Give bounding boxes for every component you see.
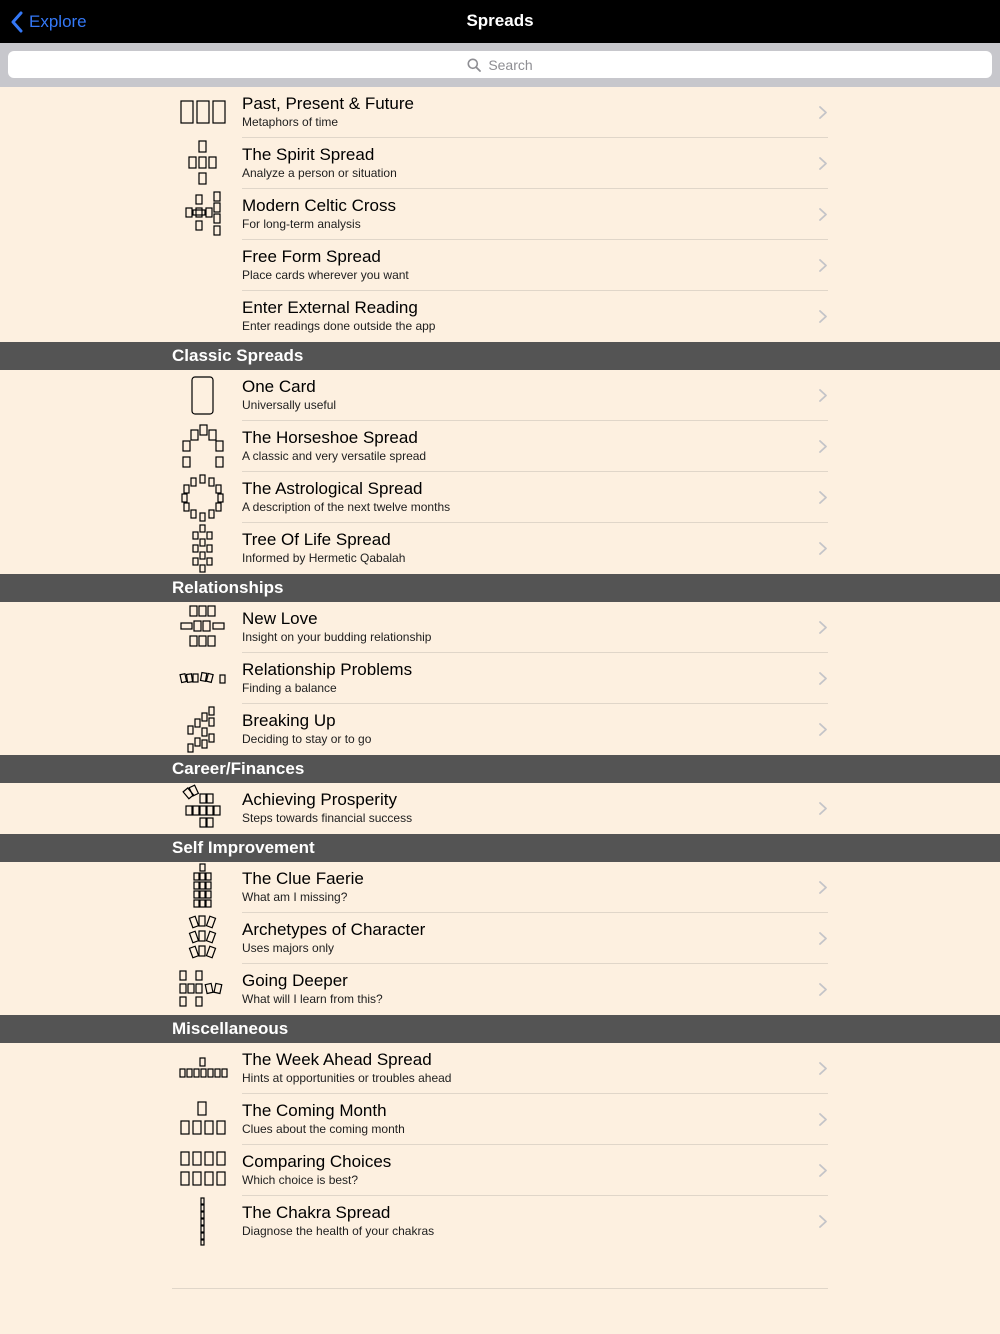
spread-row[interactable] xyxy=(0,189,1000,240)
spread-text xyxy=(242,1101,828,1137)
chevron-right-icon xyxy=(818,1214,828,1229)
spread-row[interactable] xyxy=(0,240,1000,291)
chevron-right-icon xyxy=(818,801,828,816)
spread-subtitle: Diagnose the health of your chakras xyxy=(242,1224,435,1238)
spread-subtitle: What am I missing? xyxy=(242,890,348,904)
spread-row[interactable] xyxy=(0,1196,1000,1247)
spread-text xyxy=(242,196,828,232)
spread-title: Archetypes of Character xyxy=(242,920,426,939)
spread-row[interactable] xyxy=(0,1043,1000,1094)
spread-title: Tree Of Life Spread xyxy=(242,530,391,549)
page-title: Spreads xyxy=(466,11,534,30)
spread-title: The Astrological Spread xyxy=(242,479,423,498)
search-bar xyxy=(0,43,1000,87)
celtic-cross-icon xyxy=(172,189,234,240)
spread-title: Modern Celtic Cross xyxy=(242,196,396,215)
chevron-right-icon xyxy=(818,105,828,120)
spread-row[interactable] xyxy=(0,472,1000,523)
chakra-icon xyxy=(172,1196,234,1247)
spread-title: Achieving Prosperity xyxy=(242,790,397,809)
section-header: Classic Spreads xyxy=(0,342,1000,370)
astrological-icon xyxy=(172,472,234,523)
section-header: Miscellaneous xyxy=(0,1015,1000,1043)
chevron-right-icon xyxy=(818,982,828,997)
three-cards-icon xyxy=(172,87,234,138)
spread-subtitle: Place cards wherever you want xyxy=(242,268,409,282)
chevron-right-icon xyxy=(818,671,828,686)
going-deeper-icon xyxy=(172,964,234,1015)
back-label: Explore xyxy=(29,12,87,31)
spread-row[interactable] xyxy=(0,964,1000,1015)
spread-title: Going Deeper xyxy=(242,971,348,990)
search-placeholder: Search xyxy=(488,56,533,73)
spread-title: One Card xyxy=(242,377,316,396)
spread-text xyxy=(242,428,828,464)
spread-title: Breaking Up xyxy=(242,711,336,730)
cross-spread-icon xyxy=(172,138,234,189)
spread-title: Relationship Problems xyxy=(242,660,413,679)
chevron-right-icon xyxy=(818,931,828,946)
spread-row[interactable] xyxy=(0,1094,1000,1145)
chevron-right-icon xyxy=(818,541,828,556)
prosperity-icon xyxy=(172,783,234,834)
spread-row[interactable] xyxy=(0,523,1000,574)
spread-subtitle: Universally useful xyxy=(242,398,337,412)
chevron-right-icon xyxy=(818,490,828,505)
spread-row[interactable] xyxy=(0,87,1000,138)
chevron-right-icon xyxy=(818,439,828,454)
spread-title: New Love xyxy=(242,609,318,628)
spread-row[interactable] xyxy=(0,783,1000,834)
spread-title: The Chakra Spread xyxy=(242,1203,391,1222)
comparing-choices-icon xyxy=(172,1145,234,1196)
chevron-right-icon xyxy=(818,722,828,737)
none xyxy=(172,240,234,291)
spread-row[interactable] xyxy=(0,138,1000,189)
spread-text xyxy=(242,1050,828,1086)
section-header: Relationships xyxy=(0,574,1000,602)
spread-row[interactable] xyxy=(0,653,1000,704)
spread-text xyxy=(242,971,828,1007)
spread-text xyxy=(242,1152,828,1188)
spread-subtitle: Enter readings done outside the app xyxy=(242,319,436,333)
tree-of-life-icon xyxy=(172,523,234,574)
breaking-up-icon xyxy=(172,704,234,755)
spread-text xyxy=(242,94,828,130)
spread-title: The Clue Faerie xyxy=(242,869,364,888)
section-header: Self Improvement xyxy=(0,834,1000,862)
spread-subtitle: Informed by Hermetic Qabalah xyxy=(242,551,406,565)
spread-row[interactable] xyxy=(0,1145,1000,1196)
spread-text xyxy=(242,1203,828,1239)
chevron-right-icon xyxy=(818,880,828,895)
chevron-right-icon xyxy=(818,309,828,324)
spread-title: The Coming Month xyxy=(242,1101,387,1120)
spread-row[interactable] xyxy=(0,913,1000,964)
spread-title: Past, Present & Future xyxy=(242,94,414,113)
spread-subtitle: Clues about the coming month xyxy=(242,1122,405,1136)
spread-title: The Horseshoe Spread xyxy=(242,428,418,447)
navigation-bar xyxy=(0,0,1000,43)
chevron-right-icon xyxy=(818,1163,828,1178)
clue-faerie-icon xyxy=(172,862,234,913)
spread-text xyxy=(242,479,828,515)
spread-subtitle: Metaphors of time xyxy=(242,115,339,129)
new-love-icon xyxy=(172,602,234,653)
spread-subtitle: Analyze a person or situation xyxy=(242,166,397,180)
spread-row[interactable] xyxy=(0,704,1000,755)
week-ahead-icon xyxy=(172,1043,234,1094)
spread-title: Free Form Spread xyxy=(242,247,381,266)
list-bottom-divider xyxy=(172,1288,828,1289)
chevron-right-icon xyxy=(818,1112,828,1127)
spread-text xyxy=(242,869,828,905)
spread-subtitle: A classic and very versatile spread xyxy=(242,449,427,463)
horseshoe-icon xyxy=(172,421,234,472)
spread-row[interactable] xyxy=(0,862,1000,913)
spread-subtitle: Insight on your budding relationship xyxy=(242,630,432,644)
spread-text xyxy=(242,609,828,645)
spread-text xyxy=(242,298,828,334)
spread-title: The Spirit Spread xyxy=(242,145,375,164)
chevron-right-icon xyxy=(818,156,828,171)
spread-text xyxy=(242,660,828,696)
spread-title: Comparing Choices xyxy=(242,1152,392,1171)
spread-text xyxy=(242,377,828,413)
spread-title: The Week Ahead Spread xyxy=(242,1050,432,1069)
chevron-right-icon xyxy=(818,258,828,273)
none xyxy=(172,291,234,342)
spread-subtitle: For long-term analysis xyxy=(242,217,361,231)
chevron-right-icon xyxy=(818,388,828,403)
spread-subtitle: Uses majors only xyxy=(242,941,335,955)
spread-list xyxy=(0,87,1000,1247)
spread-row[interactable] xyxy=(0,602,1000,653)
spread-text xyxy=(242,711,828,747)
spread-subtitle: A description of the next twelve months xyxy=(242,500,451,514)
spread-subtitle: Finding a balance xyxy=(242,681,337,695)
one-card-icon xyxy=(172,370,234,421)
spread-subtitle: What will I learn from this? xyxy=(242,992,383,1006)
spread-subtitle: Which choice is best? xyxy=(242,1173,359,1187)
spread-text xyxy=(242,145,828,181)
chevron-right-icon xyxy=(818,620,828,635)
chevron-right-icon xyxy=(818,207,828,222)
archetypes-icon xyxy=(172,913,234,964)
spread-text xyxy=(242,247,828,283)
spread-subtitle: Steps towards financial success xyxy=(242,811,413,825)
search-icon xyxy=(467,58,481,72)
search-input[interactable] xyxy=(8,51,992,78)
relationship-problems-icon xyxy=(172,653,234,704)
coming-month-icon xyxy=(172,1094,234,1145)
spread-subtitle: Deciding to stay or to go xyxy=(242,732,372,746)
spread-text xyxy=(242,790,828,826)
spread-subtitle: Hints at opportunities or troubles ahead xyxy=(242,1071,452,1085)
section-header: Career/Finances xyxy=(0,755,1000,783)
spread-row[interactable] xyxy=(0,291,1000,342)
spread-text xyxy=(242,530,828,566)
spread-title: Enter External Reading xyxy=(242,298,418,317)
chevron-right-icon xyxy=(818,1061,828,1076)
spread-row[interactable] xyxy=(0,370,1000,421)
spread-row[interactable] xyxy=(0,421,1000,472)
spread-text xyxy=(242,920,828,956)
